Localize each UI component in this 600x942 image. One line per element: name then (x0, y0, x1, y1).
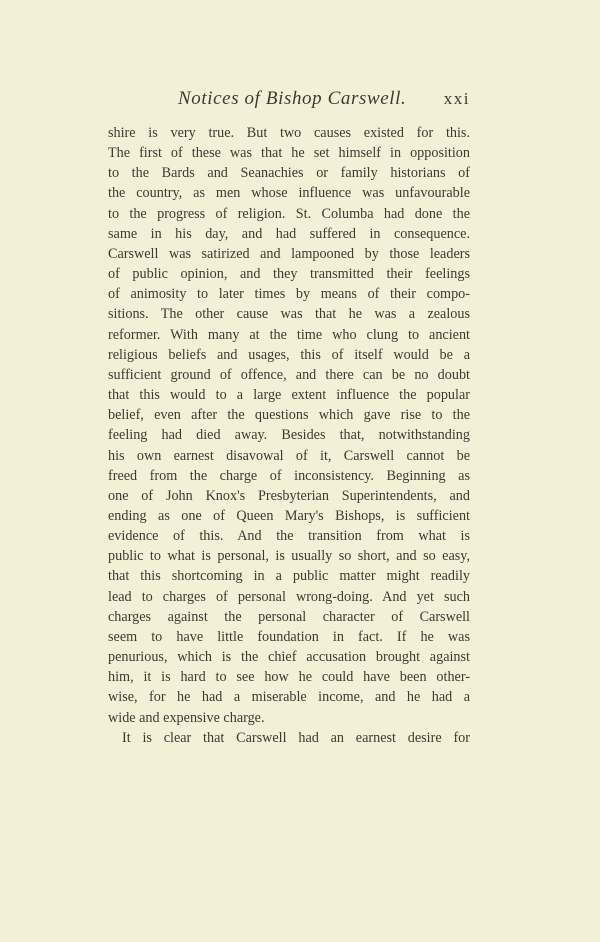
page-header (108, 88, 470, 112)
text-line: to the Bards and Seanachies or family historians of (108, 165, 470, 182)
text-line-paragraph-start: It is clear that Carswell had an earnest desire for (122, 729, 470, 746)
body-text (108, 123, 470, 748)
text-line: religious beliefs and usages, this of itself would be a (108, 346, 470, 363)
text-line: feeling had died away. Besides that, notwithstanding (108, 427, 470, 444)
text-line: wise, for he had a miserable income, and he had a (108, 689, 470, 706)
text-line: of animosity to later times by means of their compo- (108, 286, 470, 303)
text-line: penurious, which is the chief accusation brought against (108, 649, 470, 666)
text-line: shire is very true. But two causes existed for this. (108, 125, 470, 141)
text-line: The first of these was that he set himself in opposition (108, 145, 470, 162)
text-line: public to what is personal, is usually so short, and so easy, (108, 548, 470, 565)
text-line: his own earnest disavowal of it, Carswell cannot be (108, 447, 470, 464)
text-line: sitions. The other cause was that he was a zealous (108, 306, 470, 323)
text-line: same in his day, and had suffered in consequence. (108, 225, 470, 242)
text-line: that this shortcoming in a public matter might readily (108, 568, 470, 585)
text-line: seem to have little foundation in fact. If he was (108, 628, 470, 645)
text-line: lead to charges of personal wrong-doing. And yet such (108, 588, 470, 605)
text-line: that this would to a large extent influence the popular (108, 387, 470, 404)
text-line: Carswell was satirized and lampooned by those leaders (108, 245, 470, 262)
text-line: of public opinion, and they transmitted their feelings (108, 266, 470, 283)
text-line: the country, as men whose influence was unfavourable (108, 185, 470, 202)
text-line-paragraph-end: wide and expensive charge. (108, 709, 265, 726)
text-line: charges against the personal character of Carswell (108, 608, 470, 625)
text-line: reformer. With many at the time who clung to ancient (108, 326, 470, 343)
text-line: sufficient ground of offence, and there can be no doubt (108, 366, 470, 383)
text-line: ending as one of Queen Mary's Bishops, is sufficient (108, 507, 470, 524)
text-line: to the progress of religion. St. Columba had done the (108, 205, 470, 222)
page-number: xxi (443, 89, 470, 108)
text-line: evidence of this. And the transition from what is (108, 528, 470, 545)
text-line: belief, even after the questions which gave rise to the (108, 407, 470, 424)
text-line: one of John Knox's Presbyterian Superintendents, and (108, 487, 470, 504)
text-line: him, it is hard to see how he could have been other- (108, 669, 470, 686)
running-title: Notices of Bishop Carswell. (178, 88, 407, 109)
text-line: freed from the charge of inconsistency. Beginning as (108, 467, 470, 484)
